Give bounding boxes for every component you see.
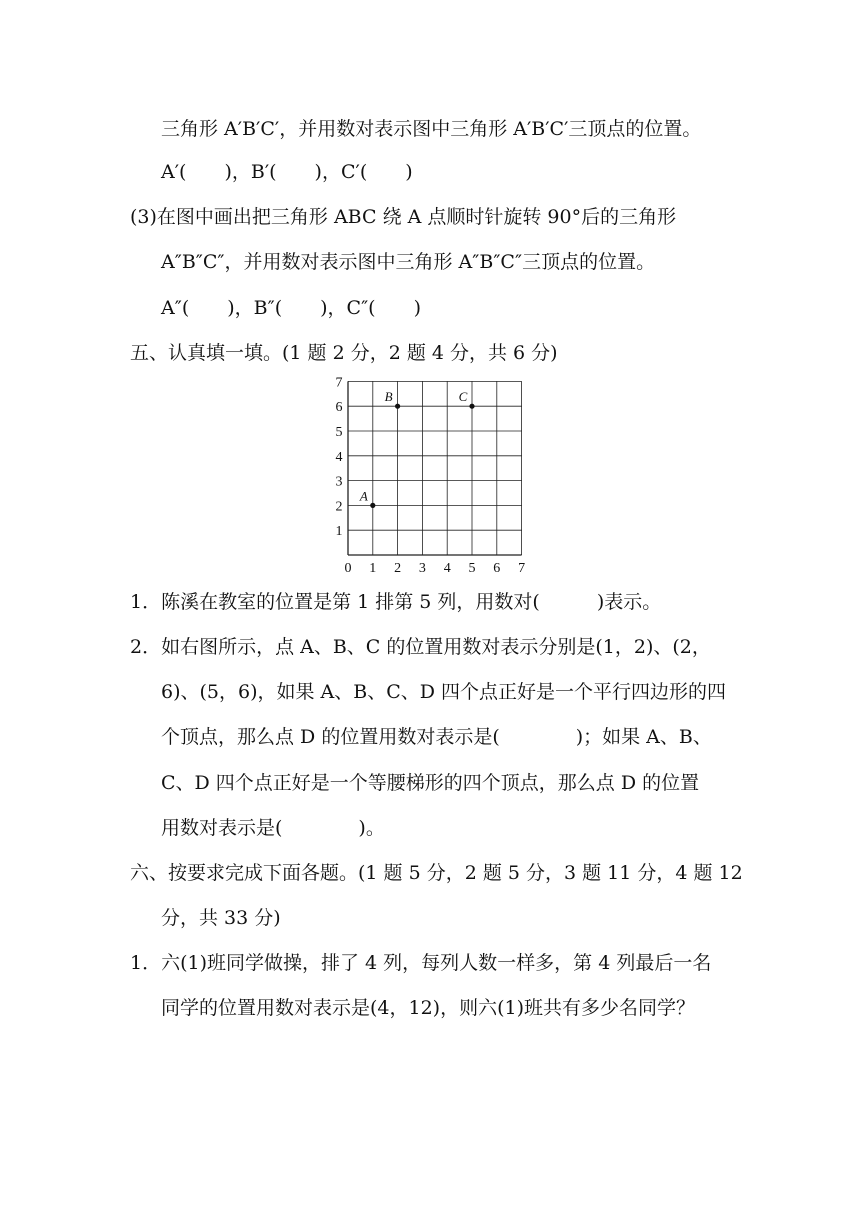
text-line-1: 三角形 A′B′C′，并用数对表示图中三角形 A′B′C′三顶点的位置。 bbox=[161, 118, 702, 140]
coordinate-grid bbox=[330, 376, 530, 576]
x-tick-label: 1 bbox=[369, 561, 377, 576]
y-tick-label: 5 bbox=[335, 425, 343, 440]
section-6-heading-cont: 分，共 33 分) bbox=[161, 907, 281, 929]
x-tick-label: 6 bbox=[493, 561, 501, 576]
point-c bbox=[469, 404, 474, 409]
point-label-a: A bbox=[359, 488, 368, 504]
question-5-1: 1．陈溪在教室的位置是第 1 排第 5 列，用数对( )表示。 bbox=[130, 591, 662, 613]
x-tick-label: 0 bbox=[344, 561, 352, 576]
question-6-1-line-1: 1．六(1)班同学做操，排了 4 列，每列人数一样多，第 4 列最后一名 bbox=[130, 952, 712, 974]
x-tick-label: 4 bbox=[443, 561, 451, 576]
text-line-4: A″B″C″，并用数对表示图中三角形 A″B″C″三顶点的位置。 bbox=[161, 251, 656, 273]
grid-svg bbox=[330, 376, 530, 576]
y-tick-label: 7 bbox=[335, 376, 343, 391]
section-5-heading: 五、认真填一填。(1 题 2 分，2 题 4 分，共 6 分) bbox=[130, 342, 558, 364]
question-5-2-line-1: 2．如右图所示，点 A、B、C 的位置用数对表示分别是(1，2)、(2， bbox=[130, 636, 711, 658]
text-line-3: (3)在图中画出把三角形 ABC 绕 A 点顺时针旋转 90°后的三角形 bbox=[130, 206, 677, 228]
question-5-2-line-5: 用数对表示是( )。 bbox=[161, 817, 385, 839]
x-tick-label: 3 bbox=[418, 561, 426, 576]
question-5-2-line-2: 6)、(5，6)，如果 A、B、C、D 四个点正好是一个平行四边形的四 bbox=[161, 681, 727, 703]
question-6-1-line-2: 同学的位置用数对表示是(4，12)，则六(1)班共有多少名同学？ bbox=[161, 997, 696, 1019]
section-6-heading: 六、按要求完成下面各题。(1 题 5 分，2 题 5 分，3 题 11 分，4 题 12 bbox=[130, 862, 743, 884]
question-5-2-line-3: 个顶点，那么点 D 的位置用数对表示是( )；如果 A、B、 bbox=[161, 726, 712, 748]
point-b bbox=[395, 404, 400, 409]
question-5-2-line-4: C、D 四个点正好是一个等腰梯形的四个顶点，那么点 D 的位置 bbox=[161, 772, 700, 794]
text-line-2: A′( )，B′( )，C′( ) bbox=[161, 161, 413, 183]
x-tick-label: 7 bbox=[518, 561, 526, 576]
x-tick-label: 2 bbox=[394, 561, 402, 576]
y-tick-label: 6 bbox=[335, 400, 343, 416]
y-tick-label: 3 bbox=[335, 474, 343, 490]
point-label-b: B bbox=[384, 389, 393, 405]
y-tick-label: 1 bbox=[335, 524, 343, 540]
y-tick-label: 4 bbox=[335, 449, 343, 465]
y-tick-label: 2 bbox=[335, 499, 343, 515]
point-label-c: C bbox=[458, 389, 468, 405]
point-a bbox=[370, 503, 375, 508]
x-tick-label: 5 bbox=[468, 561, 476, 576]
text-line-5: A″( )，B″( )，C″( ) bbox=[161, 297, 421, 319]
